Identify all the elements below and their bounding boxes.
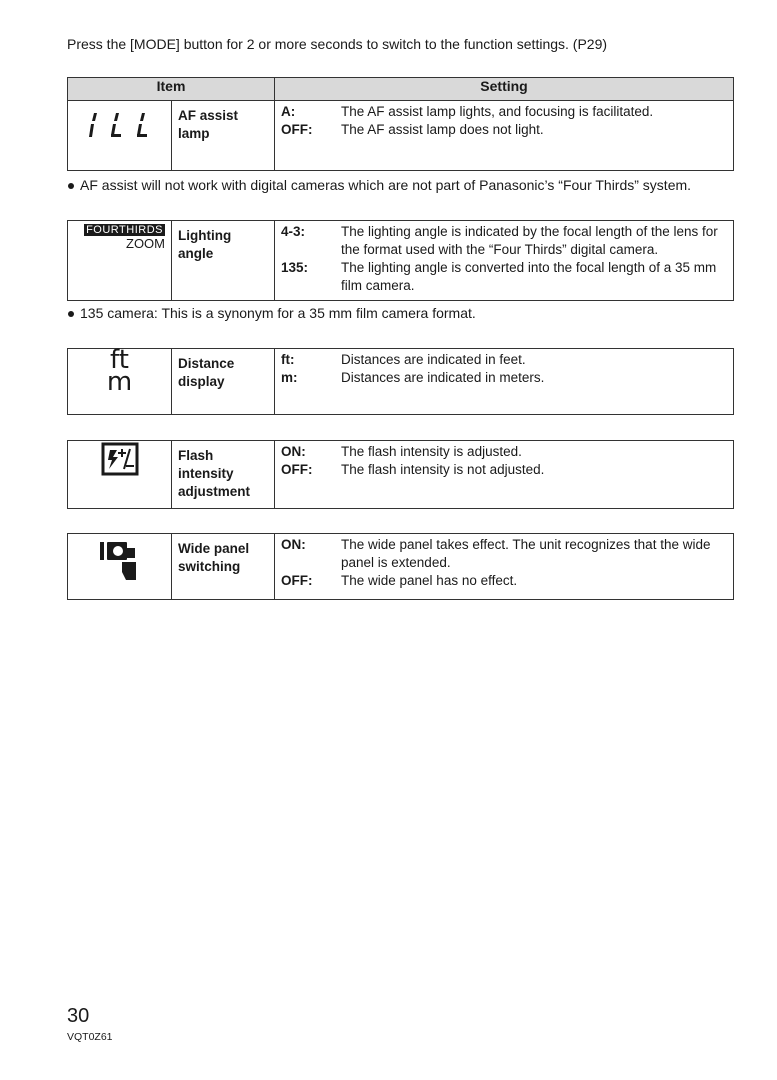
header-item: Item <box>68 78 275 101</box>
item-label: Distance display <box>172 349 275 415</box>
setting-cell <box>275 534 734 600</box>
flash-intensity-icon <box>68 441 172 509</box>
settings-table-af-assist <box>67 77 734 171</box>
item-label: Lighting angle <box>172 221 275 301</box>
setting-row <box>281 536 727 572</box>
settings-table-wide-panel <box>67 533 734 600</box>
setting-value: The flash intensity is not adjusted. <box>341 462 545 477</box>
setting-row <box>281 259 727 295</box>
wide-panel-icon <box>68 534 172 600</box>
setting-row <box>281 572 727 590</box>
setting-row <box>281 121 727 139</box>
settings-table-lighting-angle <box>67 220 734 301</box>
setting-key: OFF: <box>281 462 313 477</box>
intro-text: Press the [MODE] button for 2 or more seconds to switch to the function settings. (P29) <box>67 36 608 52</box>
page-number: 30 <box>67 1005 90 1027</box>
setting-value: Distances are indicated in feet. <box>341 352 526 367</box>
setting-value: The AF assist lamp does not light. <box>341 122 544 137</box>
item-label: AF assist lamp <box>172 101 275 171</box>
setting-value: Distances are indicated in meters. <box>341 370 545 385</box>
setting-value: The lighting angle is indicated by the focal length of the lens for the format used with the “Four Thirds” digital camera. <box>341 224 718 257</box>
item-label: Wide panel switching <box>172 534 275 600</box>
setting-key: OFF: <box>281 573 313 588</box>
setting-key: m: <box>281 370 298 385</box>
setting-value: The lighting angle is converted into the focal length of a 35 mm film camera. <box>341 260 717 293</box>
settings-table-distance-display <box>67 345 734 415</box>
setting-row <box>281 223 727 259</box>
setting-key: A: <box>281 104 296 119</box>
model-code: VQT0Z61 <box>67 1031 113 1043</box>
setting-cell <box>275 349 734 415</box>
setting-key: ON: <box>281 444 306 459</box>
distance-display-icon <box>68 345 172 415</box>
setting-value: The flash intensity is adjusted. <box>341 444 522 459</box>
setting-key: ft: <box>281 352 295 367</box>
bullet-icon <box>68 311 74 317</box>
af-assist-lamp-icon <box>68 101 172 171</box>
zoom-label: ZOOM <box>126 236 165 251</box>
setting-cell <box>275 441 734 509</box>
note-af-assist: AF assist will not work with digital cameras which are not part of Panasonic’s “Four Thirds” system. <box>68 177 691 193</box>
setting-cell <box>275 221 734 301</box>
ft-text: ft <box>110 345 129 375</box>
setting-row <box>281 351 727 369</box>
setting-key: OFF: <box>281 122 313 137</box>
settings-table-flash-intensity <box>67 440 734 509</box>
setting-cell <box>275 101 734 171</box>
setting-value: The wide panel takes effect. The unit recognizes that the wide panel is extended. <box>341 537 711 570</box>
setting-value: The AF assist lamp lights, and focusing is facilitated. <box>341 104 654 119</box>
setting-row <box>281 369 727 387</box>
setting-row <box>281 461 727 479</box>
setting-row <box>281 103 727 121</box>
setting-key: ON: <box>281 537 306 552</box>
setting-key: 4-3: <box>281 224 306 239</box>
item-label: Flash intensity adjustment <box>172 441 275 509</box>
bullet-icon <box>68 183 74 189</box>
m-text: m <box>106 367 133 397</box>
setting-value: The wide panel has no effect. <box>341 573 518 588</box>
header-setting: Setting <box>275 78 734 101</box>
note-135-camera: 135 camera: This is a synonym for a 35 mm film camera format. <box>68 305 476 321</box>
fourthirds-badge: FOURTHIRDS <box>86 224 163 236</box>
fourthirds-zoom-icon <box>68 221 172 301</box>
setting-row <box>281 443 727 461</box>
setting-key: 135: <box>281 260 309 275</box>
